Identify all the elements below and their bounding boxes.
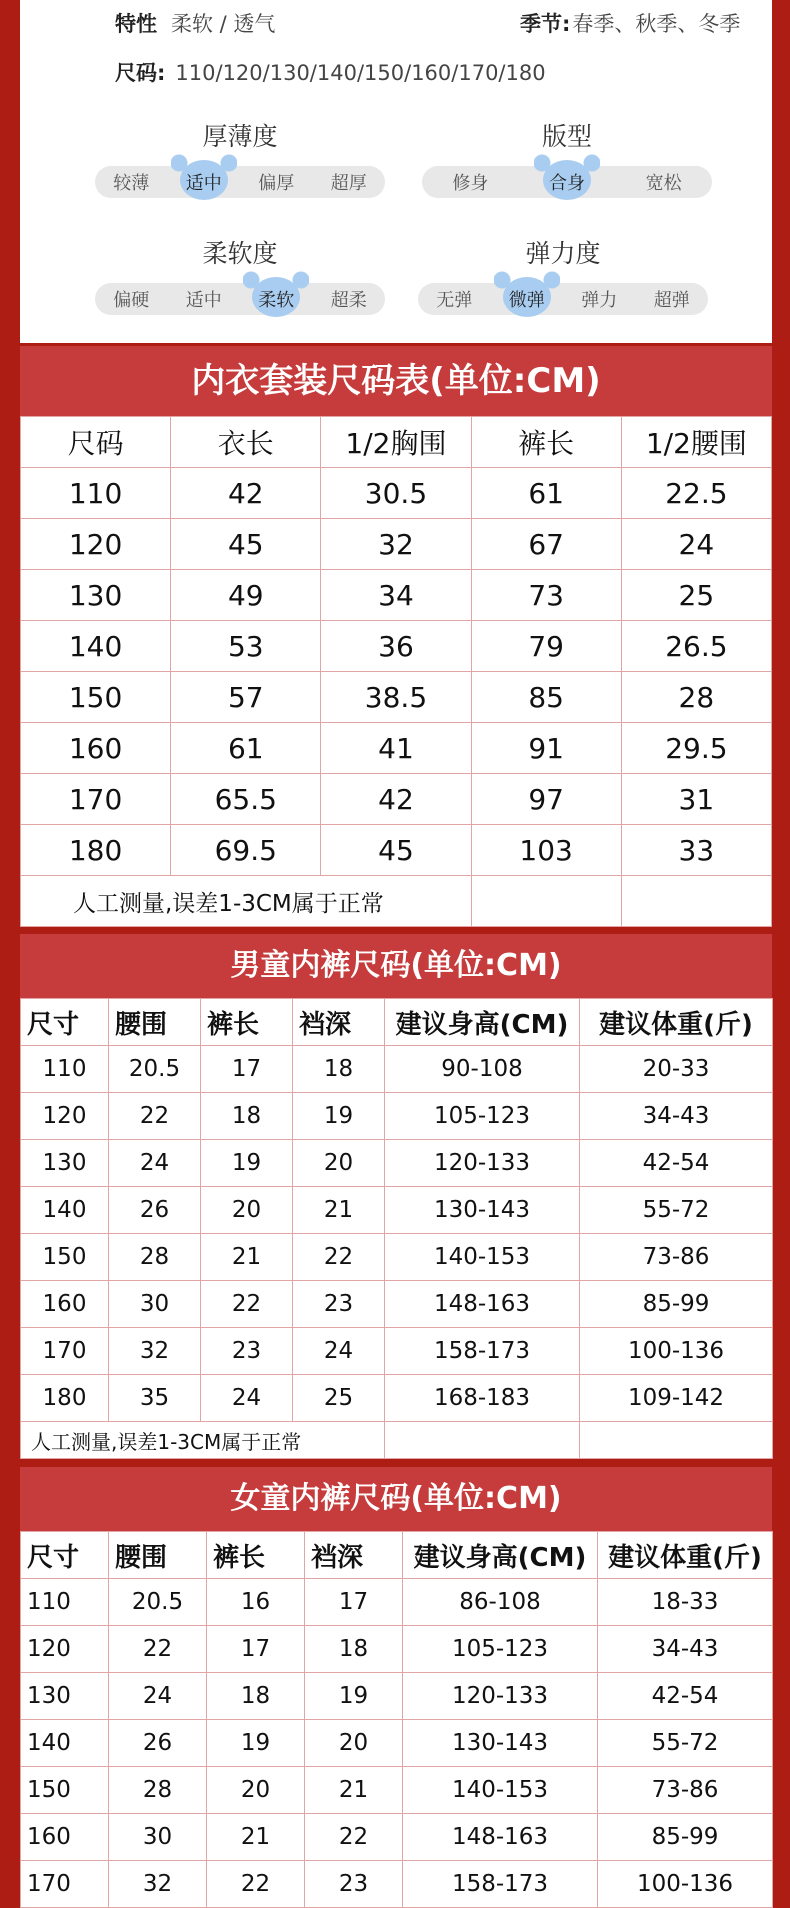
table-row xyxy=(21,1093,773,1140)
table-cell: 32 xyxy=(321,519,471,570)
header-cell: 衣长 xyxy=(171,417,321,468)
table-row xyxy=(21,1579,773,1626)
fit-option-2-selected: 合身 xyxy=(519,169,615,195)
feature-label: 特性 xyxy=(115,12,157,36)
table-row xyxy=(21,1861,773,1908)
boys-header-row xyxy=(21,999,773,1046)
girls-size-table xyxy=(20,1531,773,1908)
table-cell: 73-86 xyxy=(598,1767,773,1814)
set-size-table xyxy=(20,416,772,927)
table-cell: 34 xyxy=(321,570,471,621)
table-row xyxy=(21,723,772,774)
table-cell: 22 xyxy=(207,1861,305,1908)
table-row xyxy=(21,468,772,519)
table-cell: 110 xyxy=(21,1579,109,1626)
table-row xyxy=(21,672,772,723)
table-cell: 38.5 xyxy=(321,672,471,723)
table-cell: 24 xyxy=(109,1140,201,1187)
elasticity-title: 弹力度 xyxy=(525,239,601,268)
table-cell: 34-43 xyxy=(598,1626,773,1673)
table-cell: 26.5 xyxy=(621,621,771,672)
table-cell: 26 xyxy=(109,1720,207,1767)
thickness-option-2-selected: 适中 xyxy=(168,169,241,195)
table-cell: 35 xyxy=(109,1375,201,1422)
table-cell: 33 xyxy=(621,825,771,876)
table-cell: 97 xyxy=(471,774,621,825)
table-cell: 28 xyxy=(109,1767,207,1814)
table-row xyxy=(21,1140,773,1187)
table-cell: 158-173 xyxy=(403,1861,598,1908)
table-cell: 148-163 xyxy=(403,1814,598,1861)
softness-option-3-selected: 柔软 xyxy=(240,286,313,312)
table-cell: 25 xyxy=(293,1375,385,1422)
header-cell: 建议身高(CM) xyxy=(403,1532,598,1579)
season-row xyxy=(520,8,740,38)
boys-size-table xyxy=(20,998,773,1459)
table-cell: 110 xyxy=(21,1046,109,1093)
table-row xyxy=(21,570,772,621)
header-cell: 建议身高(CM) xyxy=(385,999,580,1046)
elasticity-bar xyxy=(418,283,708,315)
measurement-note: 人工测量,误差1-3CM属于正常 xyxy=(21,1422,385,1459)
table-cell: 170 xyxy=(21,1328,109,1375)
table-cell: 67 xyxy=(471,519,621,570)
fit-bar xyxy=(422,166,712,198)
thickness-scale xyxy=(95,120,385,198)
table-cell: 20 xyxy=(201,1187,293,1234)
table-cell: 55-72 xyxy=(580,1187,773,1234)
table-cell: 140 xyxy=(21,1187,109,1234)
table-cell: 24 xyxy=(201,1375,293,1422)
header-cell: 建议体重(斤) xyxy=(580,999,773,1046)
note-row xyxy=(21,1422,773,1459)
fit-title: 版型 xyxy=(541,122,592,151)
table-cell: 32 xyxy=(109,1328,201,1375)
thickness-option-3: 偏厚 xyxy=(258,173,295,194)
softness-option-2: 适中 xyxy=(185,290,222,311)
table-cell: 57 xyxy=(171,672,321,723)
table-cell: 24 xyxy=(109,1673,207,1720)
table-cell: 21 xyxy=(207,1814,305,1861)
table-cell: 170 xyxy=(21,1861,109,1908)
header-cell: 腰围 xyxy=(109,1532,207,1579)
table-cell: 130-143 xyxy=(385,1187,580,1234)
table-row xyxy=(21,1626,773,1673)
table-cell: 42-54 xyxy=(580,1140,773,1187)
girls-size-table-title: 女童内裤尺码(单位:CM) xyxy=(20,1467,772,1531)
table-cell: 90-108 xyxy=(385,1046,580,1093)
table-cell: 19 xyxy=(293,1093,385,1140)
header-cell: 尺寸 xyxy=(21,1532,109,1579)
measurement-note: 人工测量,误差1-3CM属于正常 xyxy=(21,876,472,927)
table-cell: 18-33 xyxy=(598,1579,773,1626)
table-cell: 160 xyxy=(21,1814,109,1861)
elasticity-option-2-selected: 微弹 xyxy=(491,286,564,312)
table-cell: 29.5 xyxy=(621,723,771,774)
table-cell: 100-136 xyxy=(598,1861,773,1908)
softness-option-1: 偏硬 xyxy=(113,290,150,311)
set-size-header-row xyxy=(21,417,772,468)
table-cell: 45 xyxy=(171,519,321,570)
table-cell: 69.5 xyxy=(171,825,321,876)
table-cell: 28 xyxy=(109,1234,201,1281)
header-cell: 尺码 xyxy=(21,417,171,468)
table-cell: 30 xyxy=(109,1281,201,1328)
table-cell: 36 xyxy=(321,621,471,672)
table-row xyxy=(21,1767,773,1814)
table-row xyxy=(21,1375,773,1422)
table-cell: 18 xyxy=(201,1093,293,1140)
empty-cell xyxy=(471,876,621,927)
table-cell: 105-123 xyxy=(403,1626,598,1673)
table-cell: 120-133 xyxy=(403,1673,598,1720)
table-row xyxy=(21,1281,773,1328)
table-cell: 148-163 xyxy=(385,1281,580,1328)
feature-value: 柔软 / 透气 xyxy=(171,12,276,36)
size-label: 尺码: xyxy=(115,61,166,85)
table-row xyxy=(21,1234,773,1281)
table-cell: 130 xyxy=(21,570,171,621)
header-cell: 裆深 xyxy=(305,1532,403,1579)
table-cell: 23 xyxy=(293,1281,385,1328)
table-cell: 34-43 xyxy=(580,1093,773,1140)
table-cell: 20 xyxy=(293,1140,385,1187)
table-row xyxy=(21,1046,773,1093)
table-cell: 140 xyxy=(21,1720,109,1767)
table-cell: 130-143 xyxy=(403,1720,598,1767)
table-cell: 20-33 xyxy=(580,1046,773,1093)
table-cell: 86-108 xyxy=(403,1579,598,1626)
table-cell: 22 xyxy=(109,1093,201,1140)
elasticity-option-3: 弹力 xyxy=(581,290,618,311)
table-row xyxy=(21,1814,773,1861)
table-cell: 180 xyxy=(21,1375,109,1422)
header-cell: 建议体重(斤) xyxy=(598,1532,773,1579)
header-cell: 腰围 xyxy=(109,999,201,1046)
table-cell: 120 xyxy=(21,519,171,570)
table-cell: 158-173 xyxy=(385,1328,580,1375)
header-cell: 1/2腰围 xyxy=(621,417,771,468)
table-cell: 32 xyxy=(109,1861,207,1908)
table-cell: 120 xyxy=(21,1093,109,1140)
table-cell: 100-136 xyxy=(580,1328,773,1375)
table-cell: 18 xyxy=(293,1046,385,1093)
softness-option-4: 超柔 xyxy=(330,290,367,311)
elasticity-option-4: 超弹 xyxy=(653,290,690,311)
table-cell: 140 xyxy=(21,621,171,672)
thickness-option-4: 超厚 xyxy=(330,173,367,194)
table-cell: 31 xyxy=(621,774,771,825)
table-cell: 120-133 xyxy=(385,1140,580,1187)
header-cell: 裤长 xyxy=(471,417,621,468)
table-cell: 19 xyxy=(207,1720,305,1767)
table-cell: 42 xyxy=(321,774,471,825)
table-row xyxy=(21,1673,773,1720)
feature-row xyxy=(115,8,275,38)
table-cell: 25 xyxy=(621,570,771,621)
elasticity-scale xyxy=(418,237,708,315)
fit-option-1: 修身 xyxy=(452,173,489,194)
empty-cell xyxy=(580,1422,773,1459)
table-cell: 85-99 xyxy=(580,1281,773,1328)
fit-scale xyxy=(422,120,712,198)
table-cell: 20.5 xyxy=(109,1046,201,1093)
table-cell: 45 xyxy=(321,825,471,876)
table-cell: 28 xyxy=(621,672,771,723)
table-row xyxy=(21,621,772,672)
table-cell: 140-153 xyxy=(403,1767,598,1814)
table-cell: 53 xyxy=(171,621,321,672)
table-cell: 109-142 xyxy=(580,1375,773,1422)
table-cell: 79 xyxy=(471,621,621,672)
thickness-bar xyxy=(95,166,385,198)
header-cell: 裤长 xyxy=(207,1532,305,1579)
softness-bar xyxy=(95,283,385,315)
table-cell: 23 xyxy=(305,1861,403,1908)
table-cell: 65.5 xyxy=(171,774,321,825)
elasticity-option-1: 无弹 xyxy=(436,290,473,311)
table-cell: 24 xyxy=(621,519,771,570)
table-cell: 22.5 xyxy=(621,468,771,519)
table-cell: 91 xyxy=(471,723,621,774)
table-cell: 19 xyxy=(201,1140,293,1187)
table-cell: 22 xyxy=(293,1234,385,1281)
season-value: 春季、秋季、冬季 xyxy=(572,12,741,36)
table-cell: 22 xyxy=(305,1814,403,1861)
table-cell: 170 xyxy=(21,774,171,825)
table-cell: 61 xyxy=(171,723,321,774)
table-cell: 24 xyxy=(293,1328,385,1375)
table-cell: 103 xyxy=(471,825,621,876)
girls-header-row xyxy=(21,1532,773,1579)
table-cell: 30 xyxy=(109,1814,207,1861)
header-cell: 尺寸 xyxy=(21,999,109,1046)
table-cell: 22 xyxy=(109,1626,207,1673)
header-cell: 1/2胸围 xyxy=(321,417,471,468)
table-cell: 23 xyxy=(201,1328,293,1375)
table-cell: 180 xyxy=(21,825,171,876)
boys-size-table-title: 男童内裤尺码(单位:CM) xyxy=(20,934,772,998)
table-cell: 20 xyxy=(305,1720,403,1767)
table-cell: 130 xyxy=(21,1140,109,1187)
table-cell: 20 xyxy=(207,1767,305,1814)
thickness-title: 厚薄度 xyxy=(202,122,278,151)
empty-cell xyxy=(385,1422,580,1459)
table-cell: 20.5 xyxy=(109,1579,207,1626)
table-row xyxy=(21,1720,773,1767)
table-cell: 41 xyxy=(321,723,471,774)
table-cell: 21 xyxy=(201,1234,293,1281)
table-cell: 110 xyxy=(21,468,171,519)
product-attributes-panel xyxy=(20,0,772,343)
empty-cell xyxy=(621,876,771,927)
table-row xyxy=(21,774,772,825)
table-cell: 61 xyxy=(471,468,621,519)
softness-title: 柔软度 xyxy=(202,239,278,268)
header-cell: 裤长 xyxy=(201,999,293,1046)
table-cell: 19 xyxy=(305,1673,403,1720)
table-cell: 26 xyxy=(109,1187,201,1234)
table-cell: 73-86 xyxy=(580,1234,773,1281)
table-cell: 21 xyxy=(293,1187,385,1234)
table-row xyxy=(21,1187,773,1234)
table-cell: 73 xyxy=(471,570,621,621)
header-cell: 裆深 xyxy=(293,999,385,1046)
table-cell: 17 xyxy=(305,1579,403,1626)
table-cell: 85-99 xyxy=(598,1814,773,1861)
table-cell: 18 xyxy=(207,1673,305,1720)
table-cell: 42 xyxy=(171,468,321,519)
table-cell: 17 xyxy=(201,1046,293,1093)
table-row xyxy=(21,825,772,876)
table-cell: 49 xyxy=(171,570,321,621)
table-cell: 30.5 xyxy=(321,468,471,519)
table-cell: 130 xyxy=(21,1673,109,1720)
table-cell: 17 xyxy=(207,1626,305,1673)
table-cell: 150 xyxy=(21,1234,109,1281)
season-label: 季节: xyxy=(520,12,571,36)
set-size-table-title: 内衣套装尺码表(单位:CM) xyxy=(20,346,772,416)
size-row xyxy=(115,57,546,87)
table-cell: 55-72 xyxy=(598,1720,773,1767)
table-cell: 21 xyxy=(305,1767,403,1814)
fit-option-3: 宽松 xyxy=(645,173,682,194)
softness-scale xyxy=(95,237,385,315)
table-cell: 160 xyxy=(21,1281,109,1328)
table-cell: 22 xyxy=(201,1281,293,1328)
table-cell: 120 xyxy=(21,1626,109,1673)
thickness-option-1: 较薄 xyxy=(113,173,150,194)
table-row xyxy=(21,519,772,570)
table-cell: 85 xyxy=(471,672,621,723)
table-cell: 16 xyxy=(207,1579,305,1626)
table-cell: 160 xyxy=(21,723,171,774)
table-cell: 140-153 xyxy=(385,1234,580,1281)
table-cell: 150 xyxy=(21,672,171,723)
table-cell: 168-183 xyxy=(385,1375,580,1422)
size-value: 110/120/130/140/150/160/170/180 xyxy=(175,61,546,85)
table-cell: 42-54 xyxy=(598,1673,773,1720)
note-row xyxy=(21,876,772,927)
table-cell: 150 xyxy=(21,1767,109,1814)
table-cell: 18 xyxy=(305,1626,403,1673)
table-row xyxy=(21,1328,773,1375)
table-cell: 105-123 xyxy=(385,1093,580,1140)
